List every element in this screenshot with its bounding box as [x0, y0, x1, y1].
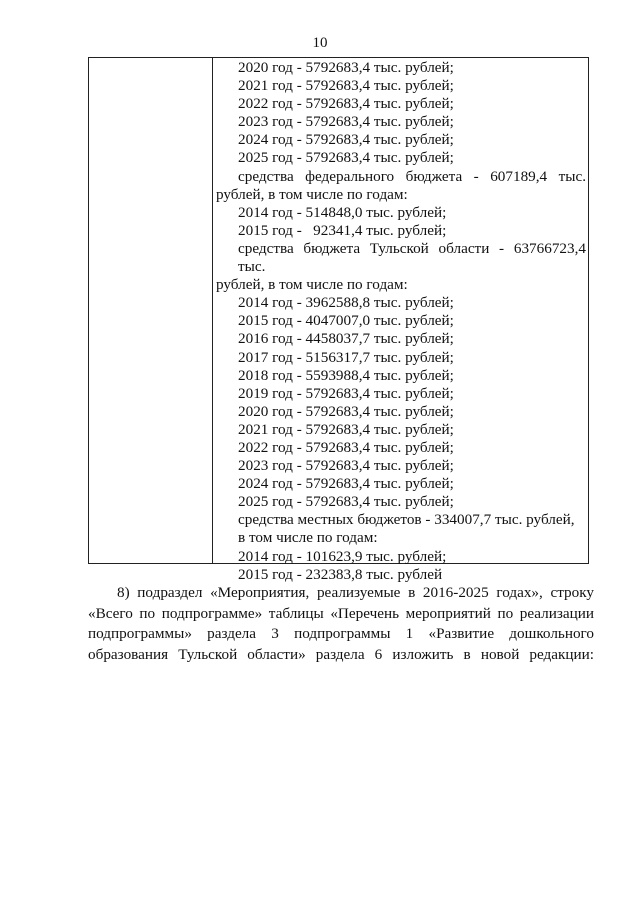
regional-year-line: 2021 год - 5792683,4 тыс. рублей; [238, 420, 454, 438]
page-number: 10 [312, 35, 328, 51]
local-year-line: 2014 год - 101623,9 тыс. рублей; [238, 547, 447, 565]
local-year-line: 2015 год - 232383,8 тыс. рублей [238, 565, 443, 583]
regional-year-line: 2025 год - 5792683,4 тыс. рублей; [238, 493, 454, 511]
regional-year-line: 2014 год - 3962588,8 тыс. рублей; [238, 294, 454, 312]
column-divider [212, 58, 213, 563]
regional-budget-heading-cont: рублей, в том числе по годам: [216, 276, 408, 294]
year-line: 2021 год - 5792683,4 тыс. рублей; [238, 77, 454, 95]
regional-year-line: 2022 год - 5792683,4 тыс. рублей; [238, 438, 454, 456]
regional-year-line: 2017 год - 5156317,7 тыс. рублей; [238, 348, 454, 366]
regional-year-line: 2015 год - 4047007,0 тыс. рублей; [238, 312, 454, 330]
paragraph-line: «Всего по подпрограмме» таблицы «Перечень мероприятий по реализации [88, 604, 594, 622]
year-line: 2023 год - 5792683,4 тыс. рублей; [238, 113, 454, 131]
regional-year-line: 2018 год - 5593988,4 тыс. рублей; [238, 366, 454, 384]
year-line: 2025 год - 5792683,4 тыс. рублей; [238, 149, 454, 167]
federal-year-line: 2015 год - 92341,4 тыс. рублей; [238, 221, 447, 239]
local-budget-heading-cont: в том числе по годам: [238, 529, 378, 547]
federal-year-line: 2014 год - 514848,0 тыс. рублей; [238, 203, 447, 221]
local-budget-heading: средства местных бюджетов - 334007,7 тыс. рублей, [238, 511, 575, 529]
regional-year-line: 2024 год - 5792683,4 тыс. рублей; [238, 475, 454, 493]
paragraph-line: образования Тульской области» раздела 6 изложить в новой редакции: [88, 645, 594, 663]
federal-budget-heading: средства федерального бюджета - 607189,4 тыс. [238, 167, 586, 185]
year-line: 2024 год - 5792683,4 тыс. рублей; [238, 131, 454, 149]
regional-year-line: 2019 год - 5792683,4 тыс. рублей; [238, 384, 454, 402]
federal-budget-heading-cont: рублей, в том числе по годам: [216, 185, 408, 203]
funding-cell [216, 59, 586, 584]
paragraph-line: подпрограммы» раздела 3 подпрограммы 1 «Развитие дошкольного [88, 625, 594, 642]
regional-year-line: 2016 год - 4458037,7 тыс. рублей; [238, 330, 454, 348]
regional-year-line: 2020 год - 5792683,4 тыс. рублей; [238, 402, 454, 420]
year-line: 2022 год - 5792683,4 тыс. рублей; [238, 95, 454, 113]
amendment-paragraph [88, 583, 594, 665]
year-line: 2020 год - 5792683,4 тыс. рублей; [238, 59, 454, 76]
paragraph-line: 8) подраздел «Мероприятия, реализуемые в 2016-2025 годах», строку [117, 584, 594, 601]
regional-year-line: 2023 год - 5792683,4 тыс. рублей; [238, 457, 454, 475]
regional-budget-heading: средства бюджета Тульской области - 63766723,4 тыс. [238, 239, 586, 276]
funding-table [88, 57, 589, 583]
